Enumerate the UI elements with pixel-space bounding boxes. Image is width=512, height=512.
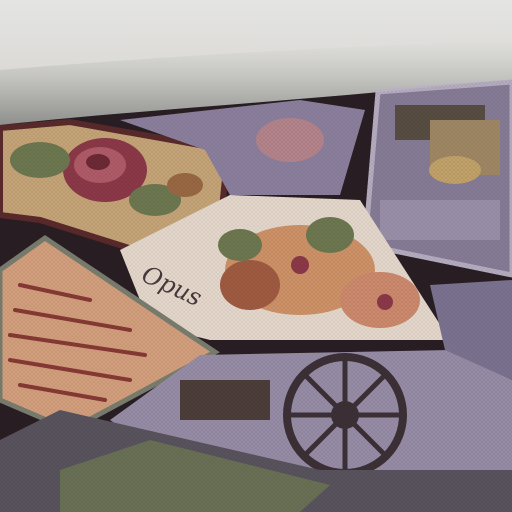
weave-texture <box>0 80 512 512</box>
